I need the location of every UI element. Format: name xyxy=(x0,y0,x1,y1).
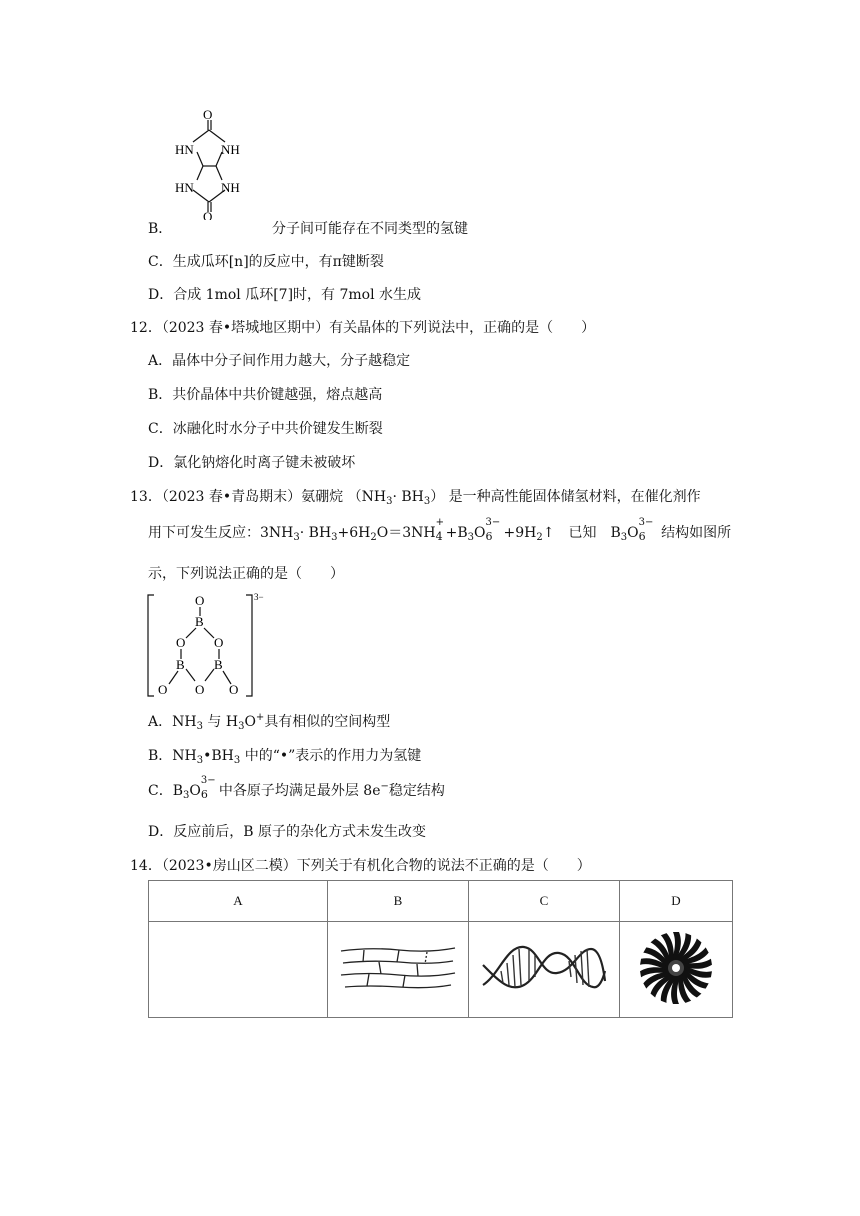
q11-option-c: C．生成瓜环[n]的反应中，有π键断裂 xyxy=(148,254,384,270)
b3o6-structure xyxy=(145,590,275,702)
q13-stem-line2: 用下可发生反应：$3NH_3\cdot BH_3+6H_2O=3NH$ + 4 $+B_3O$ 3− 6 $+9H_2↑$ 已知 $B_3O$ 3− 6 结构如图所 xyxy=(148,517,732,543)
oxygen-bottom: O xyxy=(203,209,213,220)
b3o6-charge-label: 3− xyxy=(254,592,264,602)
q12-option-b: B．共价晶体中共价键越强，熔点越高 xyxy=(148,387,383,403)
q13-option-d: D．反应前后，B 原子的杂化方式未发生改变 xyxy=(148,824,426,840)
ammonium-ion: NH xyxy=(411,525,436,541)
nh-right-top: NH xyxy=(221,142,240,157)
q12-option-c: C．冰融化时水分子中共价键发生断裂 xyxy=(148,421,383,437)
q11-option-d: D．合成 1mol 瓜环[7]时，有 7mol 水生成 xyxy=(148,287,422,303)
q12-stem: 12．（2023 春•塔城地区期中）有关晶体的下列说法中，正确的是（ ） xyxy=(130,320,596,336)
cell-d-image xyxy=(620,922,733,1018)
nh-right-bottom: NH xyxy=(221,180,240,195)
q11-option-b-letter: B． xyxy=(148,221,173,237)
q13-stem-line1: 13．（2023 春•青岛期末）氨硼烷 $(NH_3\cdot BH_3)$ 是一种高性能固体储氢材料，在催化剂作 xyxy=(130,489,701,507)
b3o6-o-top: O xyxy=(195,593,205,608)
glycoluril-structure xyxy=(165,100,255,220)
q12-option-d: D．氯化钠熔化时离子键未被破坏 xyxy=(148,455,356,471)
dna-double-helix-image xyxy=(479,935,609,1001)
b3o6-o-left: O xyxy=(176,635,186,650)
q13-option-c: C．$B_3O$ 3− 6 中各原子均满足最外层 8e−稳定结构 xyxy=(148,775,445,801)
col-header-c: C xyxy=(469,881,620,922)
q12-option-a: A．晶体中分子间作用力越大，分子越稳定 xyxy=(148,353,411,369)
radial-structure-image xyxy=(636,928,716,1008)
b3o6-o-bottom-left: O xyxy=(158,682,168,697)
cell-c-image xyxy=(469,922,620,1018)
b3o6-charge: 3− 6 xyxy=(485,517,501,543)
q13-option-a: A．$NH_3$ 与 $H_3O^+$具有相似的空间构型 xyxy=(148,712,391,732)
col-header-a: A xyxy=(149,881,328,922)
col-header-d: D xyxy=(620,881,733,922)
q14-options-table xyxy=(148,880,733,1018)
b3o6-b-top: B xyxy=(195,614,204,629)
b3o6-o-bottom-mid: O xyxy=(195,682,205,697)
q14-stem: 14．（2023•房山区二模）下列关于有机化合物的说法不正确的是（ ） xyxy=(130,858,591,874)
q13-stem-line3: 示，下列说法正确的是（ ） xyxy=(148,566,344,582)
oxygen-top: O xyxy=(203,107,213,122)
b3o6-b-right: B xyxy=(214,657,223,672)
q11-option-b-text: 分子间可能存在不同类型的氢键 xyxy=(272,221,468,237)
cell-a-image xyxy=(149,922,328,1018)
cellulose-fiber-image xyxy=(339,943,457,993)
q13-option-b: B．$NH_3•BH_3$ 中的“•”表示的作用力为氢键 xyxy=(148,748,422,766)
cell-b-image xyxy=(328,922,469,1018)
b3o6-o-right: O xyxy=(214,635,224,650)
b3o6-o-bottom-right: O xyxy=(229,682,239,697)
hn-left-top: HN xyxy=(175,142,194,157)
b3o6-b-left: B xyxy=(176,657,185,672)
col-header-b: B xyxy=(328,881,469,922)
hn-left-bottom: HN xyxy=(175,180,194,195)
